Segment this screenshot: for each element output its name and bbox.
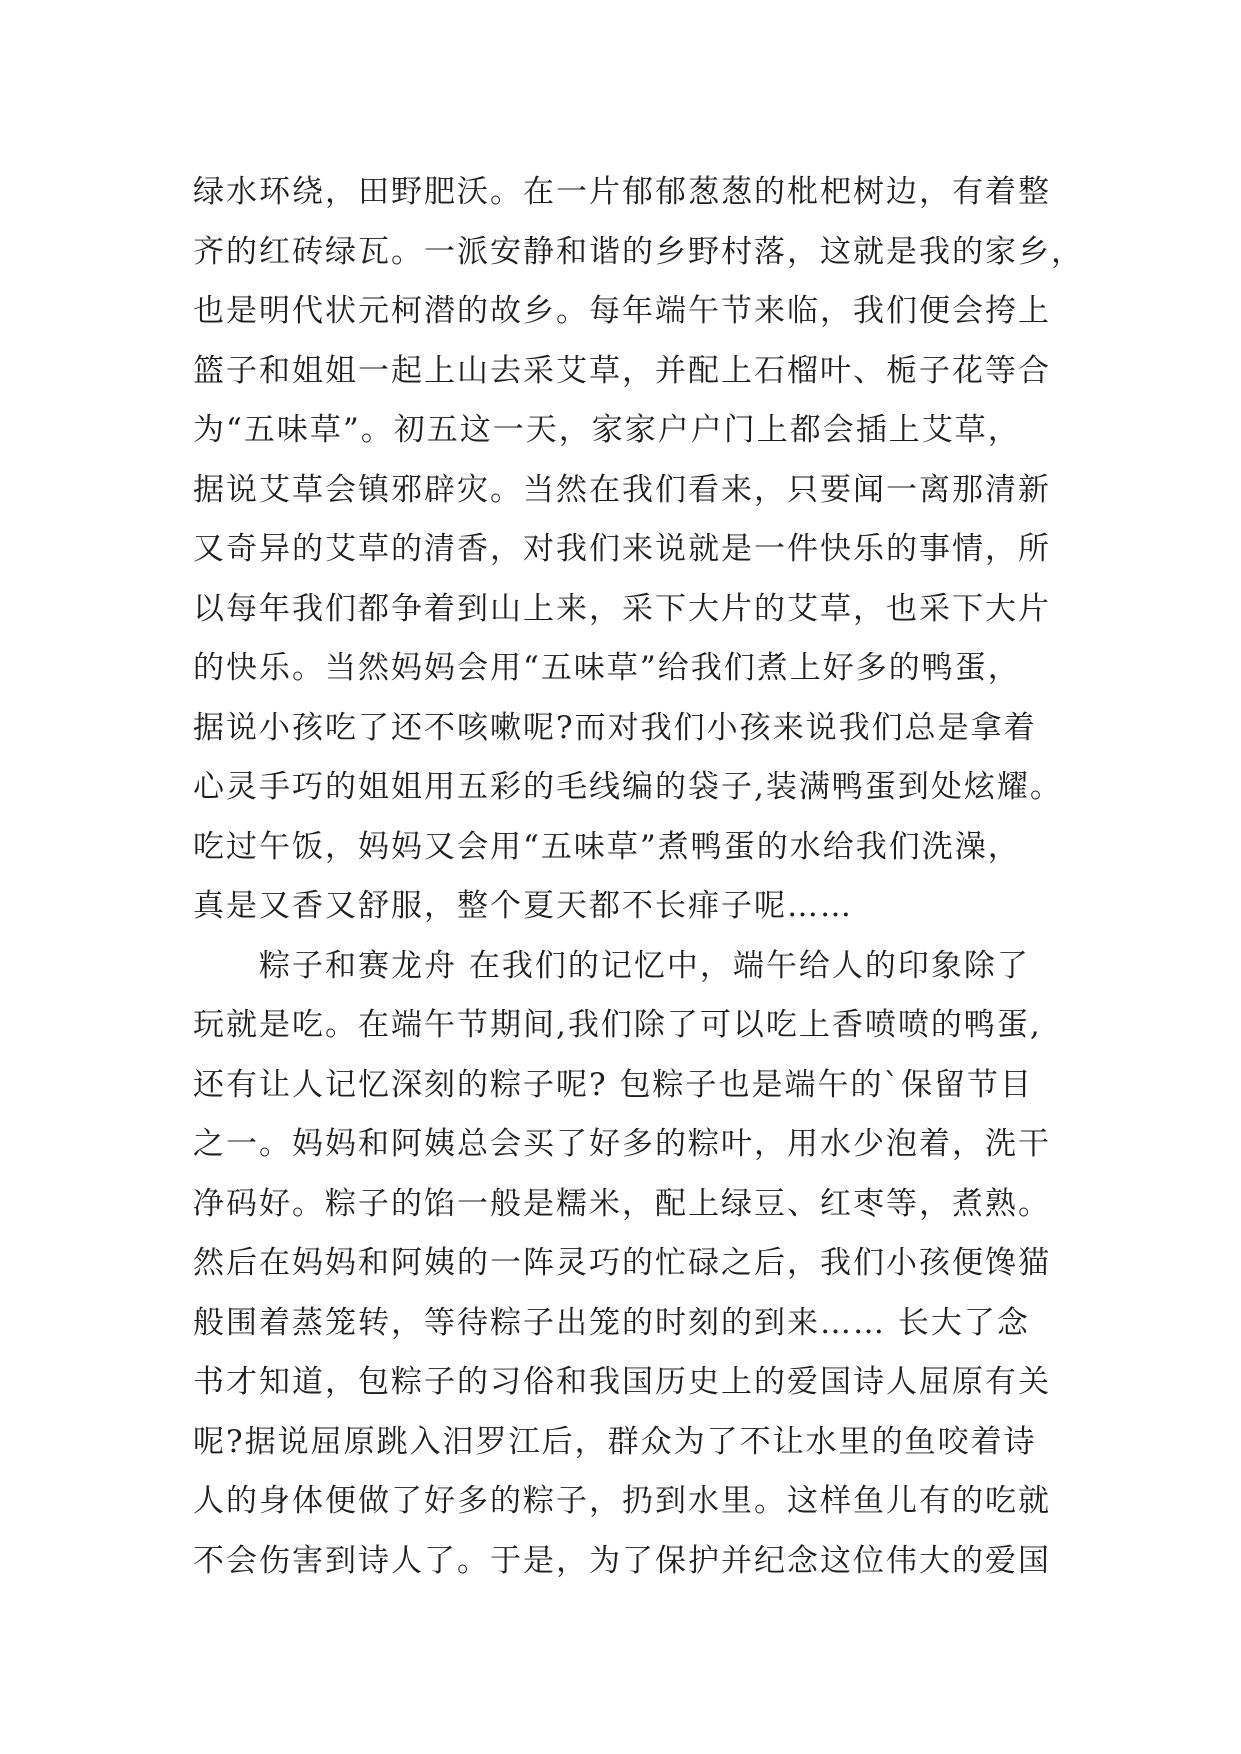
text-line: 然后在妈妈和阿姨的一阵灵巧的忙碌之后，我们小孩便馋猫 — [193, 1245, 1051, 1281]
text-line: 书才知道，包粽子的习俗和我国历史上的爱国诗人屈原有关 — [193, 1364, 1051, 1400]
text-line: 呢?据说屈原跳入汨罗江后，群众为了不让水里的鱼咬着诗 — [193, 1423, 1037, 1460]
text-line: 吃过午饭，妈妈又会用“五味草”煮鸭蛋的水给我们洗澡， — [193, 828, 1021, 865]
text-line: 为“五味草”。初五这一天，家家户户门上都会插上艾草， — [193, 412, 1021, 448]
text-line: 般围着蒸笼转，等待粽子出笼的时刻的到来…… 长大了念 — [193, 1304, 1030, 1341]
body-text — [193, 163, 1084, 1591]
text-line: 人的身体便做了好多的粽子，扔到水里。这样鱼儿有的吃就 — [193, 1483, 1051, 1519]
text-line: 不会伤害到诗人了。于是，为了保护并纪念这位伟大的爱国 — [193, 1542, 1051, 1579]
text-line: 齐的红砖绿瓦。一派安静和谐的乡野村落，这就是我的家乡， — [193, 233, 1084, 270]
text-line: 之一。妈妈和阿姨总会买了好多的粽叶，用水少泡着，洗干 — [193, 1126, 1051, 1162]
text-line: 篮子和姐姐一起上山去采艾草，并配上石榴叶、栀子花等合 — [193, 352, 1051, 389]
text-line: 据说小孩吃了还不咳嗽呢?而对我们小孩来说我们总是拿着 — [193, 709, 1037, 746]
text-line: 的快乐。当然妈妈会用“五味草”给我们煮上好多的鸭蛋， — [193, 650, 1021, 686]
text-line: 以每年我们都争着到山上来，采下大片的艾草，也采下大片 — [193, 590, 1051, 627]
text-line: 玩就是吃。在端午节期间,我们除了可以吃上香喷喷的鸭蛋, — [193, 1007, 1042, 1043]
text-line: 绿水环绕，田野肥沃。在一片郁郁葱葱的枇杷树边，有着整 — [193, 174, 1051, 210]
text-line: 粽子和赛龙舟 在我们的记忆中，端午给人的印象除了 — [193, 947, 1030, 984]
text-line: 真是又香又舒服，整个夏天都不长痱子呢…… — [193, 888, 853, 924]
text-line: 净码好。粽子的馅一般是糯米，配上绿豆、红枣等，煮熟。 — [193, 1185, 1051, 1222]
text-line: 还有让人记忆深刻的粽子呢? 包粽子也是端午的`保留节目 — [193, 1066, 1033, 1103]
text-line: 又奇异的艾草的清香，对我们来说就是一件快乐的事情，所 — [193, 531, 1051, 567]
text-line: 也是明代状元柯潜的故乡。每年端午节来临，我们便会挎上 — [193, 293, 1051, 329]
text-line: 据说艾草会镇邪辟灾。当然在我们看来，只要闻一离那清新 — [193, 471, 1051, 508]
text-line: 心灵手巧的姐姐用五彩的毛线编的袋子,装满鸭蛋到处炫耀。 — [193, 769, 1063, 805]
